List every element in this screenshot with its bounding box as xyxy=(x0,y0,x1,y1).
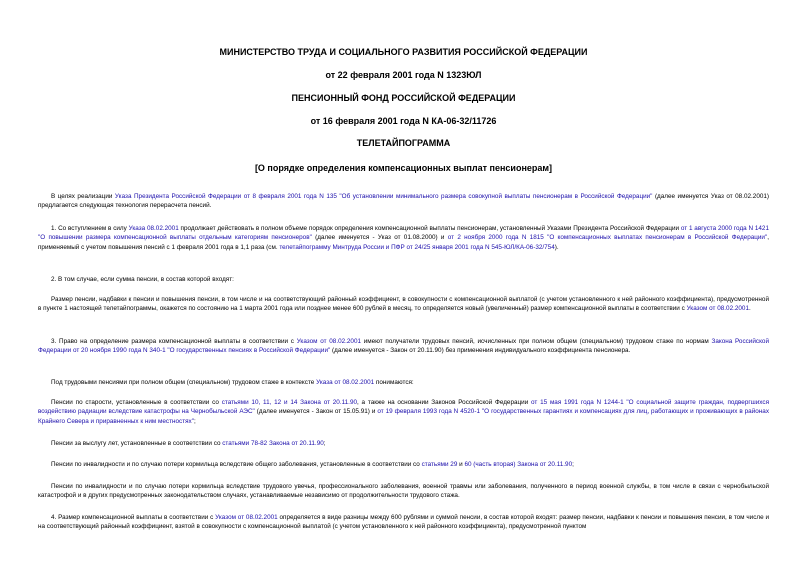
link-decree-08-02-2001[interactable]: Указа от 08.02.2001 xyxy=(316,379,375,386)
link-law-340-1[interactable]: Закона Российской Федерации от 20 ноября 1990 года N 340-1 "О государственных пенсиях в Российской Федерации" xyxy=(38,338,769,355)
fund-title: ПЕНСИОННЫЙ ФОНД РОССИЙСКОЙ ФЕДЕРАЦИИ xyxy=(291,93,516,103)
link-decree-08-02-2001[interactable]: Указом от 08.02.2001 xyxy=(215,514,278,521)
paragraph-1: 1. Со вступлением в силу Указа 08.02.2001 продолжает действовать в полном объеме порядок определения компенсационной выплаты пенсионерам, установленный Указами Президента Российской Федерации от 1 августа 2000 года N 1421 "О повышении размера компенсационной выплаты отдельным категориям пенсионеров" (далее именуется - Указ от 01.08.2000) и от 2 ноября 2000 года N 1815 "О компенсационных выплатах пенсионерам в Российской Федерации", применяемый с учетом повышения пенсий с 1 февраля 2001 года в 1,1 раза (см. телетайпограмму Минтруда России и ПФР от 24/25 января 2001 года N 545-ЮЛ/КА-06-32/754). xyxy=(38,225,769,251)
link-law-4520-1[interactable]: от 19 февраля 1993 года N 4520-1 "О государственных гарантиях и компенсациях для лиц, работающих и проживающих в районах Крайнего Севера и приравненных к ним местностях" xyxy=(38,408,769,425)
link-law-article-60[interactable]: 60 (часть вторая) Закона от 20.11.90 xyxy=(464,461,573,468)
link-decree-08-02-2001[interactable]: Указом от 08.02.2001 xyxy=(296,338,362,345)
fund-date: от 16 февраля 2001 года N КА-06-32/11726 xyxy=(310,116,497,126)
link-law-1244-1[interactable]: от 15 мая 1991 года N 1244-1 "О социальной защите граждан, подвергшихся воздействию радиации вследствие катастрофы на Чернобыльской АЭС" xyxy=(38,399,770,416)
paragraph-intro: В целях реализации Указа Президента Российской Федерации от 8 февраля 2001 года N 135 "Об установлении минимального размера совокупной выплаты пенсионерам в Российской Федерации" (далее именуется Указ от 08.02.2001) предлагается следующая технология перерасчета пенсий. xyxy=(38,193,770,210)
link-decree-08-02-2001[interactable]: Указом от 08.02.2001 xyxy=(686,305,749,313)
link-decree-08-02-2001[interactable]: Указа 08.02.2001 xyxy=(128,225,179,232)
paragraph-3: 3. Право на определение размера компенсационной выплаты в соответствии с Указом от 08.02.2001 имеют получатели трудовых пенсий, исчисленных при полном общем (специальном) трудовом стаже по нормам Закона Российской Федерации от 20 ноября 1990 года N 340-1 "О государственных пенсиях в Российской Федерации" (далее именуется - Закон от 20.11.90) без применения индивидуального коэффициента пенсионера. xyxy=(38,338,769,355)
link-decree-1815[interactable]: от 2 ноября 2000 года N 1815 "О компенсационных выплатах пенсионерам в Российской Федерации" xyxy=(447,234,768,242)
link-decree-1421[interactable]: от 1 августа 2000 года N 1421 "О повышении размера компенсационной выплаты отдельным категориям пенсионеров" xyxy=(38,225,769,242)
ministry-title: МИНИСТЕРСТВО ТРУДА И СОЦИАЛЬНОГО РАЗВИТИЯ РОССИЙСКОЙ ФЕДЕРАЦИИ xyxy=(219,47,588,57)
ministry-date: от 22 февраля 2001 года N 1323ЮЛ xyxy=(325,70,482,80)
paragraph-old-age-pensions: Пенсии по старости, установленные в соответствии со статьями 10, 11, 12 и 14 Закона от 20.11.90, а также на основании Законов Российской Федерации от 15 мая 1991 года N 1244-1 "О социальной защите граждан, подвергшихся воздействию радиации вследствие катастрофы на Чернобыльской АЭС" (далее именуется - Закон от 15.05.91) и от 19 февраля 1993 года N 4520-1 "О государственных гарантиях и компенсациях для лиц, работающих и проживающих в районах Крайнего Севера и приравненных к ним местностях"; xyxy=(38,399,770,425)
link-decree-135[interactable]: Указа Президента Российской Федерации от 8 февраля 2001 года N 135 "Об установлении минимального размера совокупной выплаты пенсионерам в Российской Федерации" xyxy=(114,193,653,200)
document-subject: [О порядке определения компенсационных выплат пенсионерам] xyxy=(254,163,553,173)
link-law-articles-10-14[interactable]: статьями 10, 11, 12 и 14 Закона от 20.11.90 xyxy=(221,399,358,406)
paragraph-disability-general: Пенсии по инвалидности и по случаю потери кормильца вследствие общего заболевания, установленные в соответствии со статьями 29 и 60 (часть вторая) Закона от 20.11.90; xyxy=(51,461,574,468)
link-teletype-545[interactable]: телетайпограмму Минтруда России и ПФР от 24/25 января 2001 года N 545-ЮЛ/КА-06-32/754 xyxy=(279,243,555,251)
document-type: ТЕЛЕТАЙПОГРАММА xyxy=(356,138,451,148)
link-law-article-29[interactable]: статьями 29 xyxy=(421,461,458,468)
paragraph-2: 2. В том случае, если сумма пенсии, в состав которой входят: xyxy=(51,276,234,283)
paragraph-2-detail: Размер пенсии, надбавки к пенсии и повышения пенсии, в том числе и на соответствующий районный коэффициент, в совокупности с компенсационной выплатой (с учетом установленного к ней районного коэффициента), предусмотренной в пункте 1 настоящей телетайпограммы, окажется по состоянию на 1 марта 2001 года или позднее менее 600 рублей в месяц, то определяется новый (увеличенный) размер компенсационной выплаты в соответствии с Указом от 08.02.2001. xyxy=(38,296,769,313)
paragraph-3-definition: Под трудовыми пенсиями при полном общем (специальном) трудовом стаже в контексте Указа от 08.02.2001 понимаются: xyxy=(51,379,414,386)
paragraph-disability-injury: Пенсии по инвалидности и по случаю потери кормильца вследствие трудового увечья, профессионального заболевания, военной травмы или заболевания, полученного в период военной службы, в том числе в связи с чернобыльской катастрофой и в других предусмотренных законодательством случаях, устанавливаемые независимо от продолжительности трудового стажа. xyxy=(38,483,769,500)
paragraph-service-pensions: Пенсии за выслугу лет, установленные в соответствии со статьями 78-82 Закона от 20.11.90; xyxy=(51,440,326,447)
paragraph-4: 4. Размер компенсационной выплаты в соответствии с Указом от 08.02.2001 определяется в виде разницы между 600 рублями и суммой пенсии, в состав которой входят: размер пенсии, надбавки к пенсии и повышения пенсии, в том числе и на соответствующий районный коэффициент, взятой в совокупности с компенсационной выплатой (с учетом установленного к ней районного коэффициента), предусмотренной пунктом xyxy=(38,514,770,531)
link-law-articles-78-82[interactable]: статьями 78-82 Закона от 20.11.90 xyxy=(222,440,324,447)
